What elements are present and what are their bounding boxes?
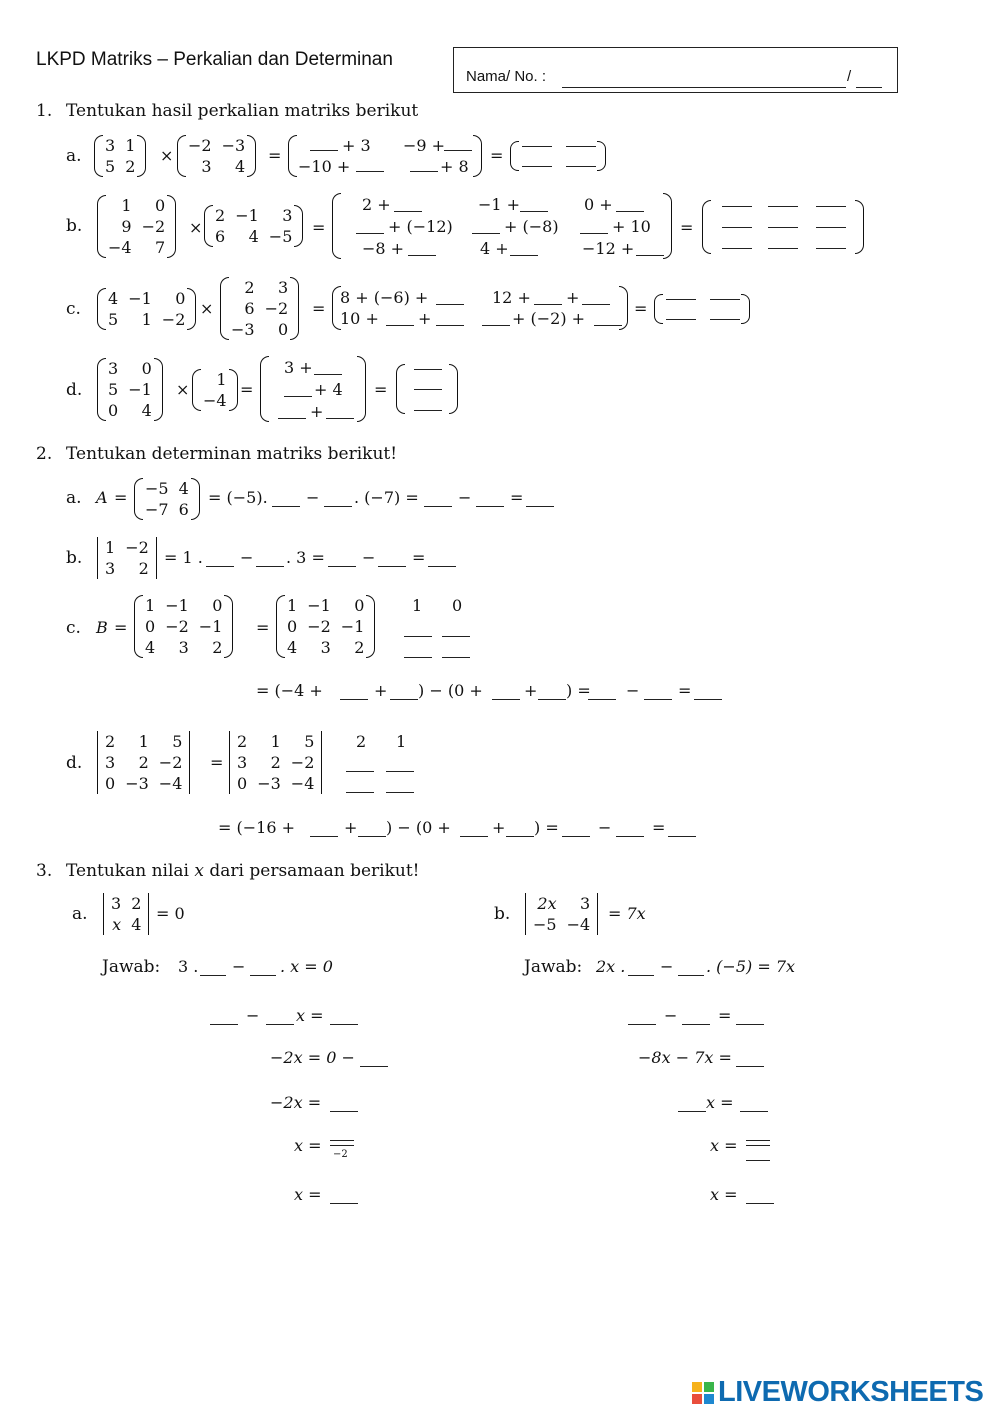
matrix-entry: 5 <box>304 732 315 751</box>
answer-blank[interactable] <box>210 1024 238 1025</box>
answer-blank[interactable] <box>710 319 740 320</box>
number-input[interactable] <box>856 87 882 88</box>
matrix-entry: −3 <box>125 774 149 793</box>
answer-blank[interactable] <box>314 374 342 375</box>
name-box: Nama/ No. : / <box>453 47 898 93</box>
matrix-entry: −4 <box>158 774 183 793</box>
matrix-entry: 5 <box>105 157 116 176</box>
answer-blank[interactable] <box>594 325 622 326</box>
matrix-entry: 1 <box>216 370 227 389</box>
answer-blank[interactable] <box>328 566 356 567</box>
q1b-label: b. <box>66 216 83 236</box>
q2a-label: a. <box>66 488 82 508</box>
q3b-determinant <box>528 893 595 935</box>
matrix-entry: −2 <box>125 538 149 557</box>
answer-blank[interactable] <box>520 211 548 212</box>
q1c-label: c. <box>66 299 81 319</box>
q1d-matrix-B <box>198 369 232 411</box>
matrix-entry: 4 <box>248 227 259 246</box>
answer-blank[interactable] <box>628 1024 656 1025</box>
answer-blank[interactable] <box>284 396 312 397</box>
matrix-entry: 2 <box>105 732 116 751</box>
answer-blank[interactable] <box>472 233 500 234</box>
matrix-entry: −1 <box>128 289 152 308</box>
answer-blank[interactable] <box>522 146 552 147</box>
matrix-entry: 2 <box>125 157 136 176</box>
matrix-entry: −2 <box>264 299 289 318</box>
q1b-work-matrix: 2 + −1 + 0 + + (−12) + (−8) + 10 −8 + 4 + −12 + <box>332 193 672 259</box>
answer-blank[interactable] <box>522 166 552 167</box>
q1c-result-matrix <box>654 294 750 324</box>
answer-blank[interactable] <box>768 248 798 249</box>
matrix-entry: −3 <box>221 136 246 155</box>
matrix-entry: 9 <box>121 217 132 236</box>
matrix-entry: 0 <box>108 401 119 420</box>
matrix-entry: 1 <box>125 136 136 155</box>
matrix-entry: 2 <box>138 753 149 772</box>
q3a-determinant <box>106 893 146 935</box>
q1d-matrix-A <box>103 358 157 421</box>
answer-blank[interactable] <box>588 699 616 700</box>
answer-blank[interactable] <box>386 771 414 772</box>
matrix-entry: 2 <box>215 206 226 225</box>
q1a-result-matrix <box>510 141 606 171</box>
matrix-entry: −3 <box>257 774 281 793</box>
q2c-matrix-copy <box>282 595 369 658</box>
answer-blank[interactable] <box>682 1024 710 1025</box>
matrix-entry: 0 <box>145 617 156 636</box>
matrix-entry: 1 <box>287 596 298 615</box>
answer-blank[interactable] <box>666 299 696 300</box>
answer-blank[interactable] <box>340 699 368 700</box>
answer-blank[interactable] <box>538 699 566 700</box>
q1-prompt: Tentukan hasil perkalian matriks berikut <box>66 101 419 121</box>
q1c-work-matrix: 8 + (−6) + 12 + + 10 + + + (−2) + <box>332 286 628 330</box>
answer-blank[interactable] <box>330 1111 358 1112</box>
matrix-entry: 5 <box>108 310 119 329</box>
q1d-result-matrix <box>396 364 458 414</box>
answer-blank[interactable] <box>256 566 284 567</box>
answer-blank[interactable] <box>746 1203 774 1204</box>
answer-blank[interactable] <box>278 418 306 419</box>
answer-blank[interactable] <box>644 699 672 700</box>
matrix-entry: −2 <box>290 753 315 772</box>
answer-blank[interactable] <box>360 1066 388 1067</box>
answer-blank[interactable] <box>616 836 644 837</box>
answer-blank[interactable] <box>394 211 422 212</box>
matrix-entry: −5 <box>533 915 557 934</box>
matrix-entry: −2 <box>188 136 212 155</box>
answer-blank[interactable] <box>580 233 608 234</box>
matrix-entry: 2 <box>244 278 255 297</box>
q1d-label: d. <box>66 380 83 400</box>
matrix-entry: 3 <box>282 206 293 225</box>
answer-blank[interactable] <box>442 657 470 658</box>
matrix-entry: 1 <box>145 596 156 615</box>
answer-blank[interactable] <box>722 206 752 207</box>
q1c-matrix-A <box>103 288 190 330</box>
matrix-entry: 3 <box>108 359 119 378</box>
answer-blank[interactable] <box>346 771 374 772</box>
answer-blank[interactable] <box>310 836 338 837</box>
q1a-matrix-A <box>100 135 140 177</box>
answer-blank[interactable] <box>722 227 752 228</box>
answer-blank[interactable] <box>476 506 504 507</box>
matrix-entry: 3 <box>237 753 248 772</box>
answer-blank[interactable] <box>442 636 470 637</box>
answer-blank[interactable] <box>534 304 562 305</box>
matrix-entry: −1 <box>307 596 331 615</box>
matrix-entry: 5 <box>108 380 119 399</box>
matrix-entry: −5 <box>268 227 293 246</box>
answer-blank[interactable] <box>414 410 442 411</box>
q2a-matrix <box>140 478 194 520</box>
matrix-entry: 4 <box>108 289 119 308</box>
matrix-entry: 1 <box>270 732 281 751</box>
answer-blank[interactable] <box>404 657 432 658</box>
matrix-entry: 4 <box>145 638 156 657</box>
matrix-entry: 3 <box>580 894 591 913</box>
q3a-label: a. <box>72 904 88 924</box>
answer-blank[interactable] <box>628 975 654 976</box>
answer-blank[interactable] <box>566 166 596 167</box>
answer-blank[interactable] <box>404 636 432 637</box>
matrix-entry: 3 <box>111 894 122 913</box>
q1a-label: a. <box>66 146 82 166</box>
answer-blank[interactable] <box>492 699 520 700</box>
answer-blank[interactable] <box>386 792 414 793</box>
answer-blank[interactable] <box>736 1066 764 1067</box>
answer-blank[interactable] <box>768 206 798 207</box>
answer-blank[interactable] <box>746 1140 770 1141</box>
answer-blank[interactable] <box>424 506 452 507</box>
answer-blank[interactable] <box>436 304 464 305</box>
answer-blank[interactable] <box>816 227 846 228</box>
matrix-entry: −2 <box>165 617 189 636</box>
answer-blank[interactable] <box>460 836 488 837</box>
matrix-entry: 0 <box>278 320 289 339</box>
answer-blank[interactable] <box>740 1111 768 1112</box>
q2c-matrix <box>140 595 227 658</box>
name-input[interactable] <box>562 87 846 88</box>
matrix-entry: 0 <box>141 359 152 378</box>
matrix-entry: 2 <box>270 753 281 772</box>
q1a-work-matrix: + 3 −9 + −10 + + 8 <box>288 135 482 177</box>
answer-blank[interactable] <box>666 319 696 320</box>
answer-blank[interactable] <box>482 325 510 326</box>
answer-blank[interactable] <box>768 227 798 228</box>
answer-blank[interactable] <box>324 506 352 507</box>
q1a-blank[interactable] <box>444 150 472 151</box>
answer-blank[interactable] <box>330 1203 358 1204</box>
matrix-entry: 0 <box>155 196 166 215</box>
matrix-entry: −2 <box>307 617 331 636</box>
matrix-entry: 3 <box>105 136 116 155</box>
q2d-determinant-copy <box>232 731 319 794</box>
q3-number: 3. <box>36 861 53 881</box>
answer-blank[interactable] <box>566 146 596 147</box>
answer-blank[interactable] <box>526 506 554 507</box>
matrix-entry: −2 <box>141 217 166 236</box>
answer-blank[interactable] <box>408 255 436 256</box>
matrix-entry: −2 <box>158 753 183 772</box>
q3-prompt: Tentukan nilai x dari persamaan berikut! <box>66 861 420 881</box>
q3b-label: b. <box>494 904 511 924</box>
answer-blank[interactable] <box>668 836 696 837</box>
answer-blank[interactable] <box>272 506 300 507</box>
matrix-entry: −7 <box>145 500 169 519</box>
q1b-result-matrix <box>702 200 864 254</box>
matrix-entry: 3 <box>278 278 289 297</box>
answer-blank[interactable] <box>636 255 664 256</box>
q3b-jawab: Jawab: <box>524 957 583 977</box>
matrix-entry: −4 <box>290 774 315 793</box>
q2c-label: c. <box>66 618 81 638</box>
q2b-determinant <box>100 537 154 579</box>
matrix-entry: 1 <box>121 196 132 215</box>
matrix-entry: −4 <box>203 391 227 410</box>
matrix-entry: −3 <box>231 320 255 339</box>
matrix-entry: 0 <box>175 289 186 308</box>
answer-blank[interactable] <box>330 1140 354 1141</box>
answer-blank[interactable] <box>250 975 276 976</box>
matrix-entry: 5 <box>172 732 183 751</box>
matrix-entry: 3 <box>201 157 212 176</box>
matrix-entry: 7 <box>155 238 166 257</box>
answer-blank[interactable] <box>736 1024 764 1025</box>
matrix-entry: 2 <box>212 638 223 657</box>
answer-blank[interactable] <box>816 248 846 249</box>
answer-blank[interactable] <box>746 1160 770 1161</box>
matrix-entry: 2 <box>131 894 142 913</box>
matrix-entry: −1 <box>128 380 152 399</box>
answer-blank[interactable] <box>616 211 644 212</box>
matrix-entry: 3 <box>178 638 189 657</box>
q2-prompt: Tentukan determinan matriks berikut! <box>66 444 398 464</box>
answer-blank[interactable] <box>722 248 752 249</box>
q1a-matrix-B <box>183 135 250 177</box>
q1b-matrix-B <box>210 205 297 247</box>
answer-blank[interactable] <box>390 699 418 700</box>
answer-blank[interactable] <box>428 566 456 567</box>
answer-blank[interactable] <box>358 836 386 837</box>
liveworksheets-logo: LIVEWORKSHEETS <box>692 1376 983 1406</box>
answer-blank[interactable] <box>562 836 590 837</box>
q2b-label: b. <box>66 548 83 568</box>
name-label: Nama/ No. : <box>466 68 547 85</box>
answer-blank[interactable] <box>378 566 406 567</box>
matrix-entry: 4 <box>178 479 189 498</box>
answer-blank[interactable] <box>694 699 722 700</box>
matrix-entry: 6 <box>215 227 226 246</box>
q2d-determinant <box>100 731 187 794</box>
answer-blank[interactable] <box>506 836 534 837</box>
answer-blank[interactable] <box>710 299 740 300</box>
answer-blank[interactable] <box>678 1111 706 1112</box>
q1-number: 1. <box>36 101 53 121</box>
q1c-matrix-B <box>226 277 293 340</box>
answer-blank[interactable] <box>678 975 704 976</box>
q2d-label: d. <box>66 753 83 773</box>
answer-blank[interactable] <box>582 304 610 305</box>
matrix-entry: 0 <box>212 596 223 615</box>
answer-blank[interactable] <box>356 233 384 234</box>
q2-number: 2. <box>36 444 53 464</box>
matrix-entry: 0 <box>237 774 248 793</box>
matrix-entry: −1 <box>165 596 189 615</box>
answer-blank[interactable] <box>510 255 538 256</box>
answer-blank[interactable] <box>386 325 414 326</box>
matrix-entry: −5 <box>145 479 169 498</box>
matrix-entry: 0 <box>105 774 116 793</box>
matrix-entry: 3 <box>320 638 331 657</box>
page-title: LKPD Matriks – Perkalian dan Determinan <box>36 49 393 70</box>
matrix-entry: 1 <box>138 732 149 751</box>
matrix-entry: 4 <box>235 157 246 176</box>
matrix-entry: 6 <box>244 299 255 318</box>
answer-blank[interactable] <box>330 1024 358 1025</box>
matrix-entry: x <box>112 915 122 934</box>
matrix-entry: −1 <box>235 206 259 225</box>
answer-blank[interactable] <box>266 1024 294 1025</box>
matrix-entry: 3 <box>105 753 116 772</box>
matrix-entry: 2x <box>537 894 557 913</box>
matrix-entry: 2 <box>237 732 248 751</box>
logo-squares-icon <box>692 1382 714 1404</box>
answer-blank[interactable] <box>436 325 464 326</box>
matrix-entry: 0 <box>287 617 298 636</box>
answer-blank[interactable] <box>414 369 442 370</box>
q1a-blank[interactable] <box>410 171 438 172</box>
answer-blank[interactable] <box>816 206 846 207</box>
q3a-jawab: Jawab: <box>102 957 161 977</box>
matrix-entry: 4 <box>141 401 152 420</box>
answer-blank[interactable] <box>200 975 226 976</box>
matrix-entry: 2 <box>138 559 149 578</box>
matrix-entry: 2 <box>354 638 365 657</box>
matrix-entry: 3 <box>105 559 116 578</box>
q1a-blank[interactable] <box>356 171 384 172</box>
answer-blank[interactable] <box>326 418 354 419</box>
matrix-entry: −1 <box>198 617 223 636</box>
answer-blank[interactable] <box>414 389 442 390</box>
matrix-entry: −4 <box>108 238 132 257</box>
matrix-entry: 1 <box>141 310 152 329</box>
matrix-entry: −1 <box>340 617 365 636</box>
matrix-entry: 4 <box>287 638 298 657</box>
matrix-entry: 6 <box>178 500 189 519</box>
matrix-entry: 0 <box>354 596 365 615</box>
matrix-entry: 4 <box>131 915 142 934</box>
matrix-entry: −2 <box>161 310 186 329</box>
answer-blank[interactable] <box>206 566 234 567</box>
q1a-blank[interactable] <box>310 150 338 151</box>
q1d-work-matrix: 3 + + 4 + <box>260 356 366 422</box>
q1b-matrix-A <box>103 195 170 258</box>
answer-blank[interactable] <box>346 792 374 793</box>
matrix-entry: 1 <box>105 538 116 557</box>
matrix-entry: −4 <box>566 915 591 934</box>
